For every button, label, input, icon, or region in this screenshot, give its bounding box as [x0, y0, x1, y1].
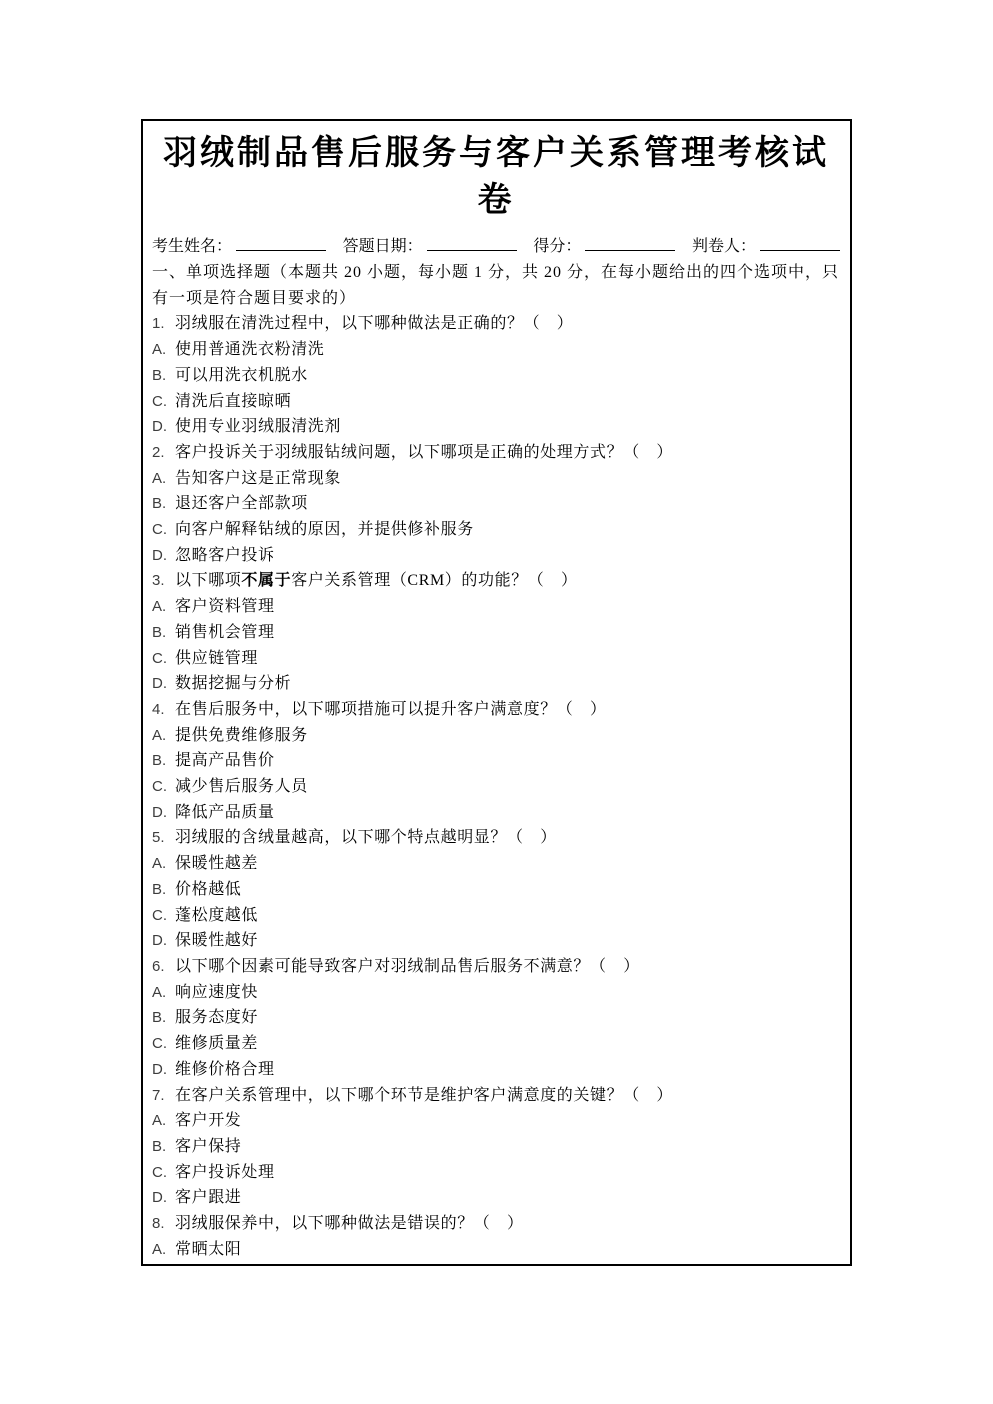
option-letter: A. — [152, 983, 167, 1001]
question-block — [152, 311, 840, 440]
option-line — [152, 800, 840, 826]
option-text: 使用普通洗衣粉清洗 — [175, 341, 325, 359]
question-block — [152, 1083, 840, 1212]
option-text: 价格越低 — [175, 880, 242, 898]
option-text: 维修价格合理 — [175, 1060, 275, 1078]
question-line — [152, 697, 840, 723]
question-block — [152, 568, 840, 697]
option-line — [152, 877, 840, 903]
option-letter: D. — [152, 418, 167, 436]
option-line — [152, 1237, 840, 1263]
question-text: 羽绒服保养中，以下哪种做法是错误的？（ ） — [175, 1215, 524, 1233]
question-number: 6. — [152, 957, 165, 975]
option-line — [152, 491, 840, 517]
option-letter: D. — [152, 1189, 167, 1207]
header-field — [343, 233, 517, 256]
option-letter: C. — [152, 521, 167, 539]
option-text: 服务态度好 — [175, 1009, 259, 1027]
option-line — [152, 1160, 840, 1186]
option-letter: C. — [152, 778, 167, 796]
header-field — [152, 233, 326, 256]
header-fields-row — [152, 233, 840, 256]
fill-in-blank-line — [236, 236, 326, 251]
option-letter: C. — [152, 906, 167, 924]
option-text: 供应链管理 — [175, 649, 259, 667]
option-text: 减少售后服务人员 — [175, 778, 308, 796]
option-letter: C. — [152, 649, 167, 667]
option-text: 使用专业羽绒服清洗剂 — [175, 418, 342, 436]
question-block — [152, 697, 840, 826]
option-text: 忽略客户投诉 — [175, 546, 275, 564]
option-line — [152, 517, 840, 543]
option-letter: A. — [152, 341, 167, 359]
question-line — [152, 440, 840, 466]
option-line — [152, 1108, 840, 1134]
option-line — [152, 594, 840, 620]
option-text: 告知客户这是正常现象 — [175, 469, 342, 487]
option-letter: B. — [152, 366, 167, 384]
option-text: 退还客户全部款项 — [175, 495, 308, 513]
option-text: 常晒太阳 — [175, 1240, 242, 1258]
option-letter: A. — [152, 855, 167, 873]
option-letter: B. — [152, 623, 167, 641]
exam-paper — [141, 119, 852, 1266]
option-line — [152, 646, 840, 672]
option-text: 销售机会管理 — [175, 623, 275, 641]
question-text: 客户投诉关于羽绒服钻绒问题，以下哪项是正确的处理方式？（ ） — [175, 443, 674, 461]
option-text: 降低产品质量 — [175, 803, 275, 821]
option-letter: D. — [152, 675, 167, 693]
question-block — [152, 954, 840, 1083]
question-line — [152, 311, 840, 337]
question-list — [152, 311, 840, 1262]
question-text: 在客户关系管理中，以下哪个环节是维护客户满意度的关键？（ ） — [175, 1086, 674, 1104]
question-line — [152, 954, 840, 980]
option-line — [152, 903, 840, 929]
question-block — [152, 440, 840, 569]
section-heading: 一、单项选择题（本题共 20 小题，每小题 1 分，共 20 分，在每小题给出的四个选项中，只有一项是符合题目要求的） — [152, 264, 840, 307]
option-line — [152, 671, 840, 697]
option-letter: D. — [152, 546, 167, 564]
option-letter: A. — [152, 598, 167, 616]
option-line — [152, 774, 840, 800]
option-text: 可以用洗衣机脱水 — [175, 366, 308, 384]
option-letter: B. — [152, 752, 167, 770]
option-text: 客户跟进 — [175, 1189, 242, 1207]
option-line — [152, 1005, 840, 1031]
fill-in-blank-line — [760, 236, 840, 251]
option-letter: D. — [152, 1060, 167, 1078]
option-letter: A. — [152, 1240, 167, 1258]
option-letter: D. — [152, 932, 167, 950]
header-field — [692, 233, 840, 256]
question-number: 5. — [152, 829, 165, 847]
option-text: 提供免费维修服务 — [175, 726, 308, 744]
question-number: 2. — [152, 443, 165, 461]
option-text: 客户资料管理 — [175, 598, 275, 616]
option-line — [152, 389, 840, 415]
option-text: 清洗后直接晾晒 — [175, 392, 292, 410]
option-line — [152, 1031, 840, 1057]
option-letter: B. — [152, 1137, 167, 1155]
option-text: 客户保持 — [175, 1137, 242, 1155]
option-text: 客户投诉处理 — [175, 1163, 275, 1181]
question-number: 4. — [152, 700, 165, 718]
option-text: 蓬松度越低 — [175, 906, 259, 924]
question-line — [152, 1083, 840, 1109]
option-letter: C. — [152, 1035, 167, 1053]
option-line — [152, 1134, 840, 1160]
header-field — [533, 233, 675, 256]
option-letter: B. — [152, 1009, 167, 1027]
question-line — [152, 1211, 840, 1237]
option-letter: C. — [152, 392, 167, 410]
option-line — [152, 748, 840, 774]
field-label: 判卷人： — [691, 238, 756, 255]
option-text: 保暖性越好 — [175, 932, 259, 950]
option-text: 响应速度快 — [175, 983, 259, 1001]
question-block — [152, 1211, 840, 1262]
option-text: 客户开发 — [175, 1112, 242, 1130]
option-letter: A. — [152, 469, 167, 487]
question-text: 以下哪项不属于客户关系管理（CRM）的功能？（ ） — [175, 572, 578, 590]
option-text: 向客户解释钻绒的原因，并提供修补服务 — [175, 521, 474, 539]
question-text: 在售后服务中，以下哪项措施可以提升客户满意度？（ ） — [175, 700, 607, 718]
option-line — [152, 337, 840, 363]
option-line — [152, 543, 840, 569]
option-text: 维修质量差 — [175, 1035, 259, 1053]
option-text: 保暖性越差 — [175, 855, 259, 873]
question-line — [152, 568, 840, 594]
question-number: 1. — [152, 315, 165, 333]
option-line — [152, 1057, 840, 1083]
option-line — [152, 1185, 840, 1211]
option-line — [152, 980, 840, 1006]
question-number: 8. — [152, 1215, 165, 1233]
option-letter: C. — [152, 1163, 167, 1181]
option-letter: B. — [152, 495, 167, 513]
question-text: 羽绒服的含绒量越高，以下哪个特点越明显？（ ） — [175, 829, 557, 847]
field-label: 答题日期： — [342, 238, 423, 255]
field-label: 考生姓名： — [152, 238, 233, 255]
question-text: 羽绒服在清洗过程中，以下哪种做法是正确的？（ ） — [175, 315, 574, 333]
option-letter: B. — [152, 880, 167, 898]
option-line — [152, 851, 840, 877]
option-letter: A. — [152, 726, 167, 744]
option-line — [152, 723, 840, 749]
fill-in-blank-line — [427, 236, 517, 251]
question-block — [152, 825, 840, 954]
question-number: 3. — [152, 572, 165, 590]
option-letter: A. — [152, 1112, 167, 1130]
option-letter: D. — [152, 803, 167, 821]
field-label: 得分： — [533, 238, 582, 255]
option-text: 数据挖掘与分析 — [175, 675, 292, 693]
exam-title: 羽绒制品售后服务与客户关系管理考核试卷 — [163, 135, 829, 219]
question-number: 7. — [152, 1086, 165, 1104]
option-line — [152, 466, 840, 492]
question-line — [152, 825, 840, 851]
option-line — [152, 620, 840, 646]
option-line — [152, 928, 840, 954]
fill-in-blank-line — [585, 236, 675, 251]
option-line — [152, 363, 840, 389]
option-line — [152, 414, 840, 440]
question-text: 以下哪个因素可能导致客户对羽绒制品售后服务不满意？（ ） — [175, 957, 640, 975]
option-text: 提高产品售价 — [175, 752, 275, 770]
